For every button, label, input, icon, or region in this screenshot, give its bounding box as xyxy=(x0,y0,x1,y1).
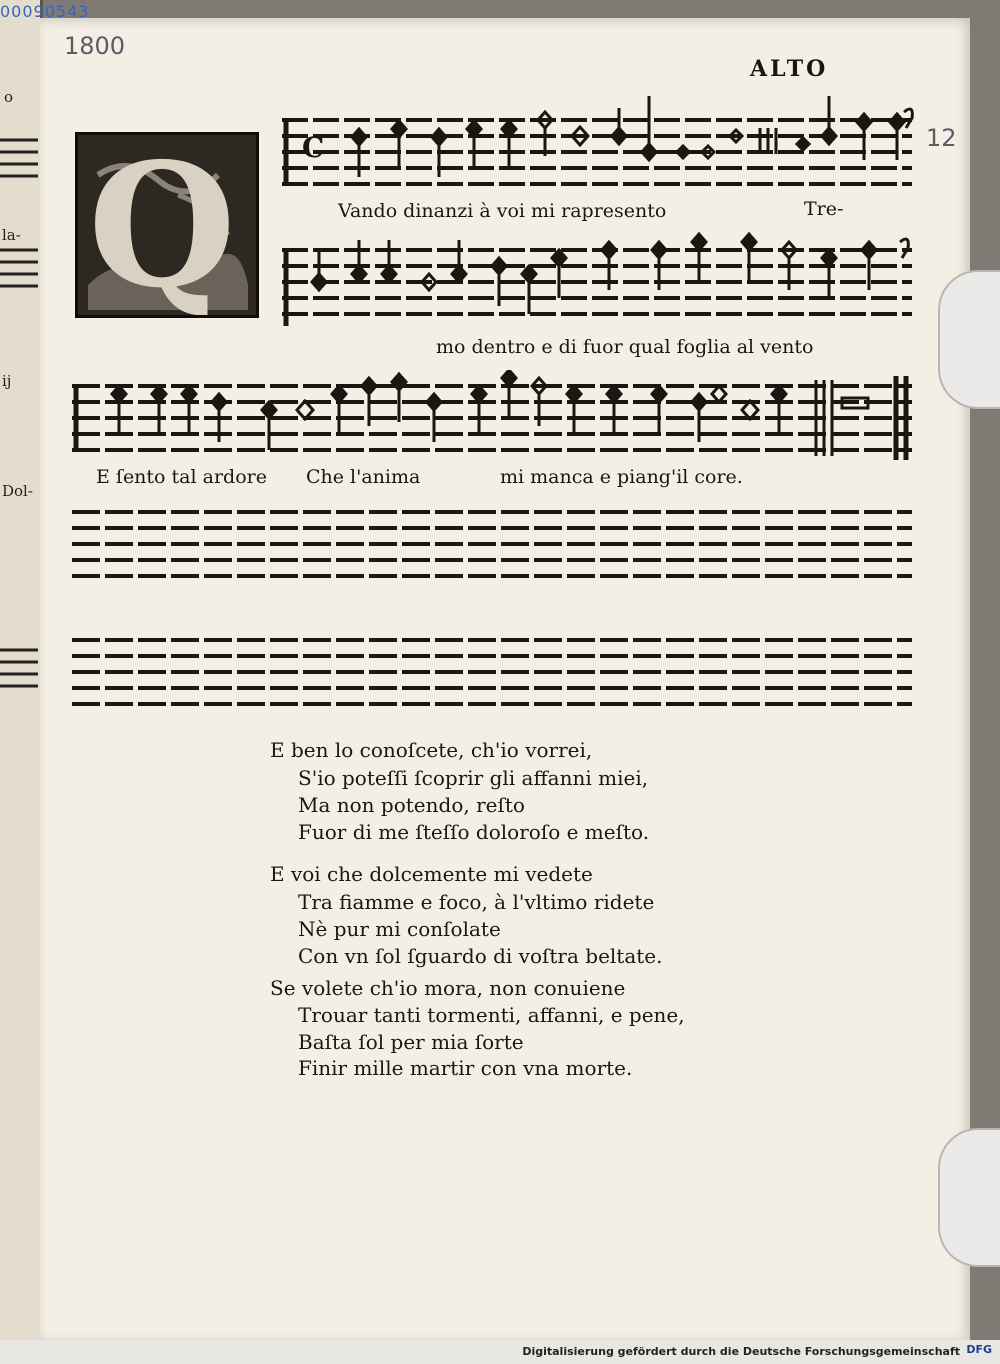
verse-3-line-4: Finir mille martir con vna morte. xyxy=(298,1056,633,1080)
pencil-mark-folio: 12 xyxy=(926,124,957,152)
previous-page-edge xyxy=(0,0,43,1340)
verse-2-line-3: Nè pur mi conſolate xyxy=(298,917,501,941)
lyric-line-1: Vando dinanzi à voi mi rapresento xyxy=(338,200,667,222)
prev-page-fragment: o xyxy=(4,88,14,106)
initial-letter: Q xyxy=(87,135,237,315)
verse-1-line-1: E ben lo conoſcete, ch'io vorrei, xyxy=(270,738,593,762)
lyric-line-3-part2: Che l'anima xyxy=(306,466,421,488)
part-label: ALTO xyxy=(750,56,829,82)
svg-text:C: C xyxy=(302,131,325,164)
verse-3-line-2: Trouar tanti tormenti, affanni, e pene, xyxy=(298,1003,685,1027)
verse-1-line-2: S'io poteſſi ſcoprir gli affanni miei, xyxy=(298,766,649,790)
verse-2-line-4: Con vn ſol ſguardo di voſtra beltate. xyxy=(298,944,663,968)
decorated-initial xyxy=(75,132,259,318)
pencil-mark-catalog: 1800 xyxy=(64,32,126,60)
dfg-logo: DFG xyxy=(966,1343,992,1356)
lyric-line-3-part3: mi manca e piang'il core. xyxy=(500,466,743,488)
scanner-clip-top xyxy=(938,270,1000,409)
verse-2-line-2: Tra fiamme e foco, à l'vltimo ridete xyxy=(298,890,655,914)
lyric-line-1-continuation: Tre- xyxy=(804,198,844,220)
prev-page-fragment: la- xyxy=(2,226,21,244)
prev-page-staff-fragment xyxy=(0,100,40,800)
verse-3-line-1: Se volete ch'io mora, non conuiene xyxy=(270,976,626,1000)
verse-3-line-3: Baſta ſol per mia ſorte xyxy=(298,1030,524,1054)
verse-2-line-1: E voi che dolcemente mi vedete xyxy=(270,862,593,886)
digitization-notice: Digitalisierung gefördert durch die Deutsche Forschungsgemeinschaft xyxy=(522,1345,960,1358)
verse-1-line-4: Fuor di me ſteſſo doloroſo e meſto. xyxy=(298,820,650,844)
page-identifier: 00090543 xyxy=(0,2,90,21)
lyric-line-3: E ſento tal ardore xyxy=(96,466,267,488)
prev-page-fragment: Dol- xyxy=(2,482,33,500)
lyric-line-2: mo dentro e di fuor qual foglia al vento xyxy=(436,336,814,358)
verse-1-line-3: Ma non potendo, reſto xyxy=(298,793,525,817)
prev-page-fragment: ij xyxy=(2,372,12,390)
scanner-clip-bottom xyxy=(938,1128,1000,1267)
